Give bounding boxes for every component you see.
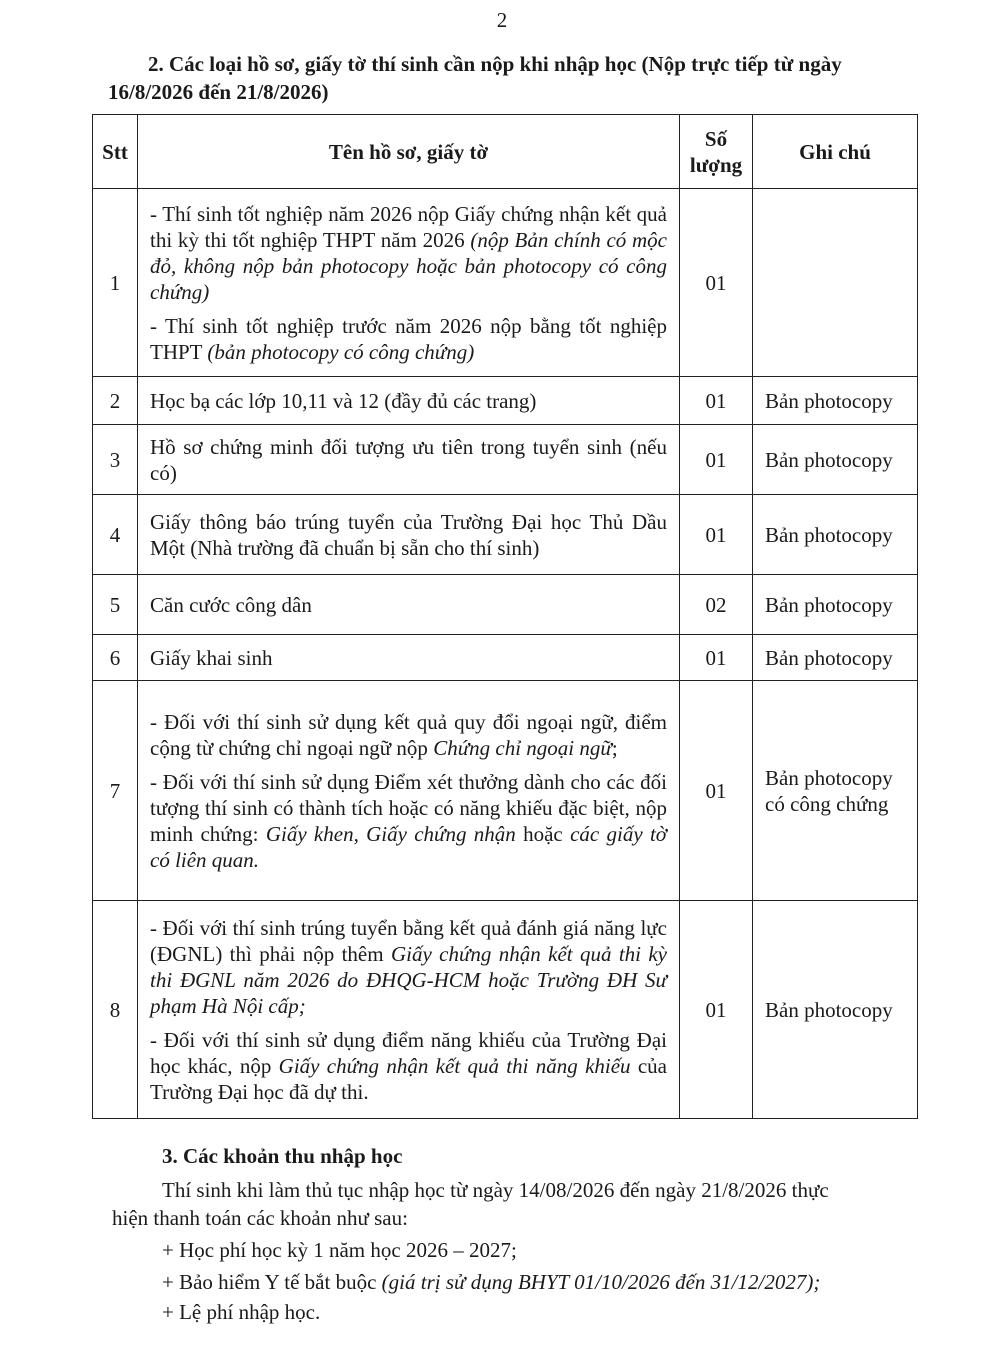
row-name — [138, 681, 680, 901]
row-qty: 01 — [680, 377, 753, 425]
row-stt: 5 — [93, 575, 138, 635]
italic-text: Chứng chỉ ngoại ngữ — [433, 735, 612, 760]
row-note: Bản photocopy — [753, 425, 918, 495]
section-2-heading-line1: 2. Các loại hồ sơ, giấy tờ thí sinh cần nộp khi nhập học (Nộp trực tiếp từ ngày — [148, 52, 842, 76]
row-note: Bản photocopy có công chứng — [753, 681, 918, 901]
row-note: Bản photocopy — [753, 901, 918, 1119]
italic-text: các giấy tờ có liên quan. — [150, 821, 667, 872]
row-name: Giấy khai sinh — [138, 635, 680, 681]
row-stt: 3 — [93, 425, 138, 495]
row-qty: 01 — [680, 495, 753, 575]
fee-item-admission: + Lệ phí nhập học. — [162, 1300, 321, 1324]
text: - Thí sinh tốt nghiệp trước năm 2026 nộp bằng tốt nghiệp THPT — [150, 313, 667, 364]
page-number: 2 — [496, 8, 508, 32]
header-qty — [680, 115, 753, 189]
row-qty: 01 — [680, 425, 753, 495]
row-stt: 8 — [93, 901, 138, 1119]
text: của Trường Đại học đã dự thi. — [150, 1053, 667, 1104]
row-stt: 4 — [93, 495, 138, 575]
row-note — [753, 189, 918, 377]
text: - Đối với thí sinh sử dụng điểm năng khiếu của Trường Đại học khác, nộp — [150, 1027, 667, 1078]
table-row — [93, 681, 918, 901]
row-note: Bản photocopy — [753, 575, 918, 635]
italic-text: Giấy khen, Giấy chứng nhận — [265, 821, 516, 846]
row-paragraph — [150, 915, 667, 1019]
section-3-heading: 3. Các khoản thu nhập học — [162, 1144, 403, 1168]
text: - Đối với thí sinh sử dụng kết quả quy đổi ngoại ngữ, điểm cộng từ chứng chỉ ngoại ngữ nộp — [150, 709, 667, 760]
table-row — [93, 575, 918, 635]
text: ; — [611, 735, 618, 760]
documents-table — [92, 114, 918, 1119]
row-name — [138, 189, 680, 377]
italic-text: (giá trị sử dụng BHYT 01/10/2026 đến 31/12/2027); — [381, 1270, 821, 1294]
text: + Bảo hiểm Y tế bắt buộc — [162, 1270, 382, 1294]
row-name: Hồ sơ chứng minh đối tượng ưu tiên trong tuyển sinh (nếu có) — [138, 425, 680, 495]
table-row — [93, 635, 918, 681]
section-3-intro — [112, 1176, 912, 1232]
row-qty: 02 — [680, 575, 753, 635]
row-paragraph — [150, 201, 667, 305]
row-name: Căn cước công dân — [138, 575, 680, 635]
text: - Đối với thí sinh sử dụng Điểm xét thưởng dành cho các đối tượng thí sinh có thành tích hoặc có năng khiếu đặc biệt, nộp minh chứng: — [150, 769, 667, 846]
row-qty: 01 — [680, 901, 753, 1119]
row-stt: 6 — [93, 635, 138, 681]
row-paragraph — [150, 1027, 667, 1105]
row-qty: 01 — [680, 635, 753, 681]
table-row — [93, 377, 918, 425]
fee-item-tuition: + Học phí học kỳ 1 năm học 2026 – 2027; — [162, 1238, 517, 1262]
fee-item-insurance — [162, 1268, 820, 1296]
italic-text: Giấy chứng nhận kết quả thi năng khiếu — [278, 1053, 631, 1078]
section-2-heading-line2: 16/8/2026 đến 21/8/2026) — [108, 80, 329, 104]
header-stt: Stt — [93, 115, 138, 189]
row-name — [138, 901, 680, 1119]
table-row — [93, 425, 918, 495]
section-2-heading — [108, 50, 908, 106]
intro-line2: hiện thanh toán các khoản như sau: — [112, 1206, 408, 1230]
text: hoặc — [515, 821, 571, 846]
row-qty: 01 — [680, 189, 753, 377]
header-qty-line2: lượng — [689, 152, 743, 177]
table-row — [93, 189, 918, 377]
row-note: Bản photocopy — [753, 495, 918, 575]
row-paragraph — [150, 769, 667, 873]
text: - Đối với thí sinh trúng tuyển bằng kết quả đánh giá năng lực (ĐGNL) thì phải nộp thêm — [150, 915, 667, 966]
row-qty: 01 — [680, 681, 753, 901]
row-paragraph — [150, 313, 667, 365]
row-stt: 7 — [93, 681, 138, 901]
header-qty-line1: Số — [704, 126, 728, 151]
italic-text: (bản photocopy có công chứng) — [207, 339, 475, 364]
row-name: Học bạ các lớp 10,11 và 12 (đầy đủ các trang) — [138, 377, 680, 425]
row-name: Giấy thông báo trúng tuyển của Trường Đại học Thủ Dầu Một (Nhà trường đã chuẩn bị sẵn cho thí sinh) — [138, 495, 680, 575]
table-header-row — [93, 115, 918, 189]
italic-text: (nộp Bản chính có mộc đỏ, không nộp bản photocopy hoặc bản photocopy có công chứng) — [150, 227, 667, 304]
row-note: Bản photocopy — [753, 377, 918, 425]
row-stt: 1 — [93, 189, 138, 377]
header-note: Ghi chú — [753, 115, 918, 189]
header-name: Tên hồ sơ, giấy tờ — [138, 115, 680, 189]
row-note: Bản photocopy — [753, 635, 918, 681]
text: - Thí sinh tốt nghiệp năm 2026 nộp Giấy chứng nhận kết quả thi kỳ thi tốt nghiệp THPT năm 2026 — [150, 201, 667, 252]
italic-text: Giấy chứng nhận kết quả thi kỳ thi ĐGNL năm 2026 do ĐHQG-HCM hoặc Trường ĐH Sư phạm Hà Nội cấp; — [150, 941, 667, 1018]
table-row — [93, 495, 918, 575]
row-stt: 2 — [93, 377, 138, 425]
intro-line1: Thí sinh khi làm thủ tục nhập học từ ngày 14/08/2026 đến ngày 21/8/2026 thực — [162, 1178, 829, 1202]
row-paragraph — [150, 709, 667, 761]
table-row — [93, 901, 918, 1119]
